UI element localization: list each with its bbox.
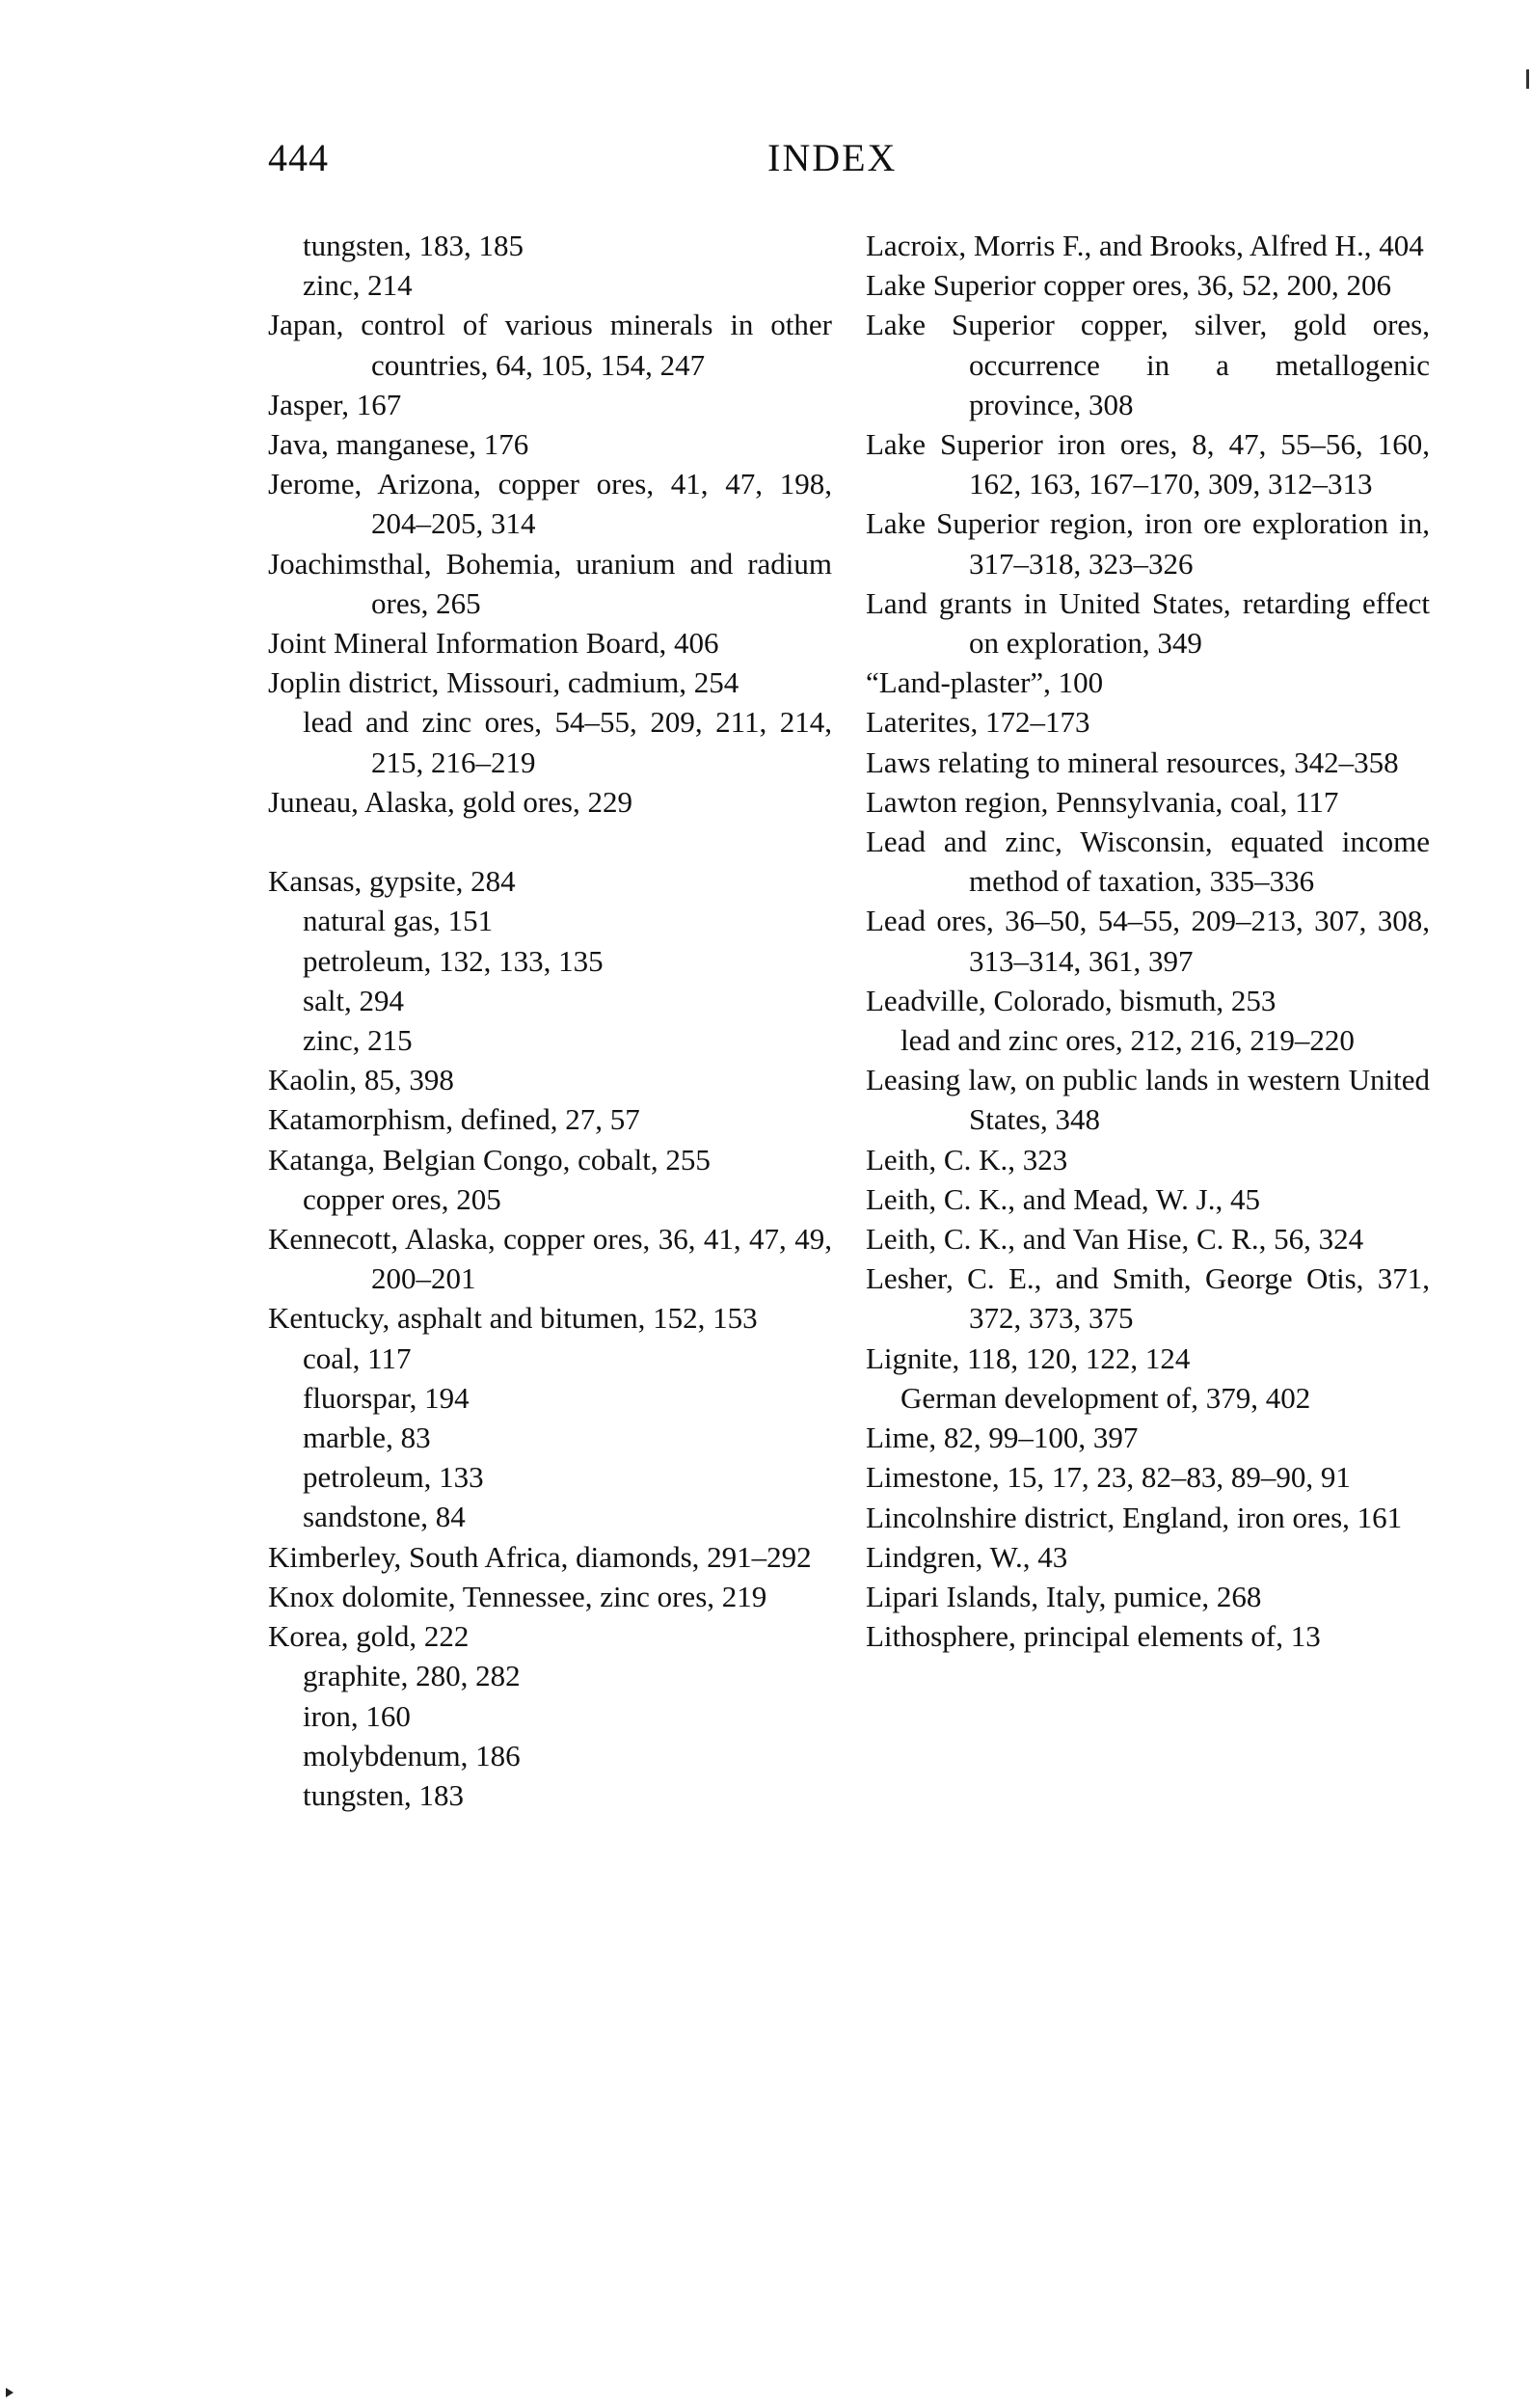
- index-entry: Land grants in United States, retarding effect on exploration, 349: [866, 585, 1430, 661]
- index-subentry: petroleum, 133: [303, 1460, 484, 1495]
- index-subentry: German development of, 379, 402: [900, 1380, 1311, 1415]
- index-entry: Joachimsthal, Bohemia, uranium and radium ores, 265: [268, 546, 832, 620]
- index-entry: Lake Superior copper ores, 36, 52, 200, 206: [866, 268, 1391, 303]
- section-gap: [268, 822, 832, 861]
- index-entry: Lead and zinc, Wisconsin, equated income method of taxation, 335–336: [866, 825, 1430, 899]
- index-entry: Jerome, Arizona, copper ores, 41, 47, 198, 204–205, 314: [268, 467, 832, 541]
- index-entry: Lincolnshire district, England, iron ores, 161: [866, 1500, 1403, 1534]
- index-subentry: zinc, 215: [303, 1023, 413, 1058]
- index-entry: Lacroix, Morris F., and Brooks, Alfred H., 404: [866, 229, 1424, 262]
- index-entry: Juneau, Alaska, gold ores, 229: [268, 784, 632, 819]
- index-subentry: molybdenum, 186: [303, 1738, 521, 1772]
- index-subentry: copper ores, 205: [303, 1181, 501, 1216]
- index-entry: Lithosphere, principal elements of, 13: [866, 1619, 1321, 1654]
- page-number: 444: [268, 136, 329, 179]
- index-subentry: marble, 83: [303, 1420, 431, 1455]
- index-entry: Lignite, 118, 120, 122, 124: [866, 1340, 1191, 1375]
- index-entry: Laterites, 172–173: [866, 705, 1090, 740]
- index-entry: Lead ores, 36–50, 54–55, 209–213, 307, 308, 313–314, 361, 397: [866, 904, 1430, 978]
- index-subentry: fluorspar, 194: [303, 1380, 470, 1415]
- index-entry: Lake Superior region, iron ore exploration in, 317–318, 323–326: [866, 506, 1430, 581]
- scan-mark: [6, 2388, 13, 2397]
- index-column-right: [866, 226, 1430, 1656]
- index-subentry: tungsten, 183, 185: [303, 229, 524, 262]
- index-subentry: petroleum, 132, 133, 135: [303, 943, 604, 978]
- index-subentry: sandstone, 84: [303, 1500, 466, 1534]
- index-entry: Java, manganese, 176: [268, 427, 529, 462]
- index-entry: Korea, gold, 222: [268, 1619, 470, 1654]
- index-entry: Kimberley, South Africa, diamonds, 291–292: [268, 1539, 812, 1574]
- page-header: [268, 135, 1415, 193]
- index-entry: Jasper, 167: [268, 387, 402, 421]
- index-entry: Joint Mineral Information Board, 406: [268, 626, 719, 661]
- index-subentry: coal, 117: [303, 1340, 412, 1375]
- index-entry: Lawton region, Pennsylvania, coal, 117: [866, 784, 1339, 819]
- index-entry: Katamorphism, defined, 27, 57: [268, 1102, 640, 1137]
- index-entry: Leasing law, on public lands in western United States, 348: [866, 1063, 1430, 1137]
- index-column-left: [268, 226, 832, 1815]
- index-entry: Japan, control of various minerals in other countries, 64, 105, 154, 247: [268, 308, 832, 382]
- index-entry: Kaolin, 85, 398: [268, 1063, 454, 1097]
- scan-edge-mark: [1526, 69, 1529, 89]
- index-entry: Limestone, 15, 17, 23, 82–83, 89–90, 91: [866, 1460, 1351, 1495]
- index-entry: Joplin district, Missouri, cadmium, 254: [268, 665, 739, 700]
- index-subentry: natural gas, 151: [303, 904, 494, 938]
- index-entry: Laws relating to mineral resources, 342–358: [866, 744, 1399, 779]
- index-entry: Kennecott, Alaska, copper ores, 36, 41, 47, 49, 200–201: [268, 1222, 832, 1296]
- running-title: INDEX: [767, 136, 898, 179]
- index-entry: Lesher, C. E., and Smith, George Otis, 371, 372, 373, 375: [866, 1261, 1430, 1336]
- index-subentry: zinc, 214: [303, 268, 413, 303]
- index-subentry: tungsten, 183: [303, 1777, 465, 1812]
- index-entry: Kentucky, asphalt and bitumen, 152, 153: [268, 1301, 758, 1336]
- index-entry: Kansas, gypsite, 284: [268, 864, 516, 899]
- index-subentry: graphite, 280, 282: [303, 1659, 521, 1693]
- index-entry: Lindgren, W., 43: [866, 1539, 1068, 1574]
- index-entry: Lipari Islands, Italy, pumice, 268: [866, 1579, 1262, 1613]
- index-entry: “Land-plaster”, 100: [866, 665, 1104, 700]
- index-entry: Katanga, Belgian Congo, cobalt, 255: [268, 1142, 711, 1177]
- index-entry: Knox dolomite, Tennessee, zinc ores, 219: [268, 1579, 767, 1613]
- index-subentry: iron, 160: [303, 1698, 411, 1733]
- index-entry: Leith, C. K., 323: [866, 1142, 1068, 1177]
- index-subentry: salt, 294: [303, 983, 405, 1017]
- index-subentry: lead and zinc ores, 54–55, 209, 211, 214, 215, 216–219: [303, 705, 832, 779]
- index-entry: Leith, C. K., and Van Hise, C. R., 56, 324: [866, 1222, 1364, 1257]
- index-entry: Lime, 82, 99–100, 397: [866, 1420, 1139, 1455]
- index-entry: Leith, C. K., and Mead, W. J., 45: [866, 1181, 1260, 1216]
- index-entry: Lake Superior copper, silver, gold ores, occurrence in a metallogenic province, 308: [866, 308, 1430, 421]
- index-entry: Lake Superior iron ores, 8, 47, 55–56, 160, 162, 163, 167–170, 309, 312–313: [866, 427, 1430, 501]
- index-entry: Leadville, Colorado, bismuth, 253: [866, 983, 1277, 1017]
- index-subentry: lead and zinc ores, 212, 216, 219–220: [900, 1023, 1355, 1058]
